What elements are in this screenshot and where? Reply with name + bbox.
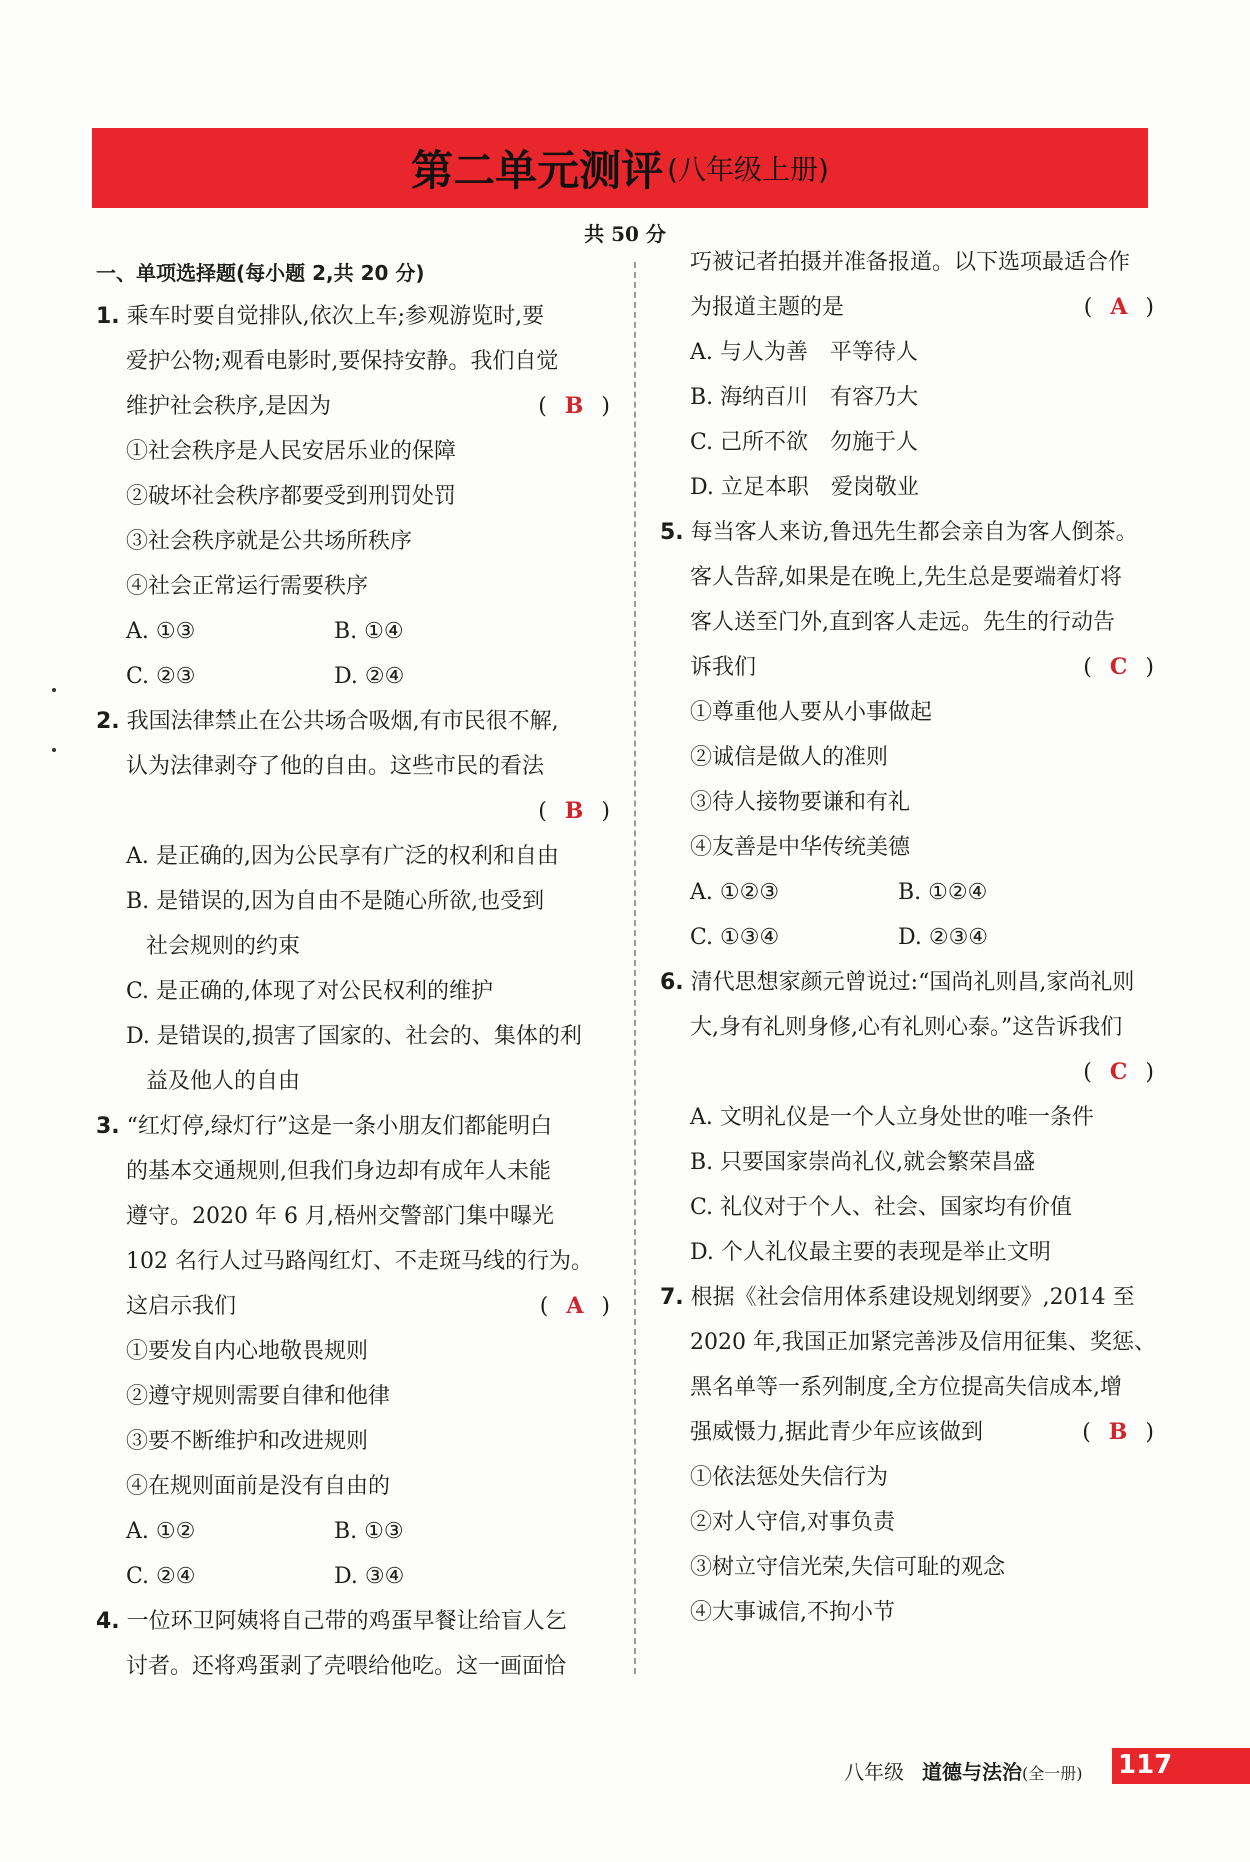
question-text: 诉我们 [690,655,757,680]
question-text: 大,身有礼则身修,心有礼则心泰。”这告诉我们 [690,1015,1123,1040]
option: B. ①③ [334,1519,404,1544]
statement: ③待人接物要谦和有礼 [690,790,911,815]
footer-volume: (全一册) [1022,1764,1083,1783]
right-column [660,240,1160,1635]
answer-letter: B [564,393,584,419]
question-text: 巧被记者拍摄并准备报道。以下选项最适合作 [690,250,1131,275]
answer-bracket: ( A ) [1083,294,1154,320]
question-text: 这启示我们 [126,1294,237,1319]
question-text: 爱护公物;观看电影时,要保持安静。我们自觉 [126,349,559,374]
question-4 [96,1599,616,1689]
option: D. 个人礼仪最主要的表现是举止文明 [690,1240,1051,1265]
option: C. 是正确的,体现了对公民权利的维护 [126,979,494,1004]
stray-dot [52,688,56,692]
answer-bracket: ( B ) [538,393,610,419]
option: B. 是错误的,因为自由不是随心所欲,也受到 [126,889,545,914]
footer-grade: 八年级 [844,1760,904,1784]
question-2 [96,699,616,1104]
left-column [96,258,616,1689]
page-number: 117 [1118,1750,1173,1780]
option: A. ①②③ [690,880,780,905]
statement: ②对人守信,对事负责 [690,1510,895,1535]
unit-title: 第二单元测评 [411,146,664,195]
question-1 [96,294,616,699]
question-text: 维护社会秩序,是因为 [126,394,331,419]
option: A. ①③ [126,619,196,644]
question-7 [660,1275,1160,1635]
option: B. ①②④ [898,880,988,905]
total-score: 共 50 分 [584,222,666,246]
option: B. 海纳百川 有容乃大 [690,385,919,410]
question-text: 遵守。2020 年 6 月,梧州交警部门集中曝光 [126,1204,554,1229]
question-text: 的基本交通规则,但我们身边却有成年人未能 [126,1159,551,1184]
statement: ④大事诚信,不拘小节 [690,1600,895,1625]
option: A. ①② [126,1519,196,1544]
unit-title-banner [92,128,1148,208]
footer-subject: 道德与法治 [922,1760,1022,1784]
statement: ①尊重他人要从小事做起 [690,700,933,725]
question-number: 5. [660,520,684,545]
answer-letter: A [1110,294,1128,320]
statement: ④友善是中华传统美德 [690,835,911,860]
statement: ①依法惩处失信行为 [690,1465,889,1490]
question-text: 为报道主题的是 [690,295,845,320]
page-number-box [1112,1748,1250,1784]
page-footer [844,1756,1083,1785]
question-number: 3. [96,1114,120,1139]
answer-bracket: ( A ) [539,1293,610,1319]
option: C. 己所不欲 勿施于人 [690,430,919,455]
statement: ①社会秩序是人民安居乐业的保障 [126,439,457,464]
answer-letter: B [1108,1419,1128,1445]
question-text: 根据《社会信用体系建设规划纲要》,2014 至 [690,1285,1135,1310]
question-text: 102 名行人过马路闯红灯、不走斑马线的行为。 [126,1249,593,1274]
section-title: 一、单项选择题(每小题 2,共 20 分) [96,261,425,285]
unit-subtitle: (八年级上册) [667,153,829,186]
option: B. 只要国家崇尚礼仪,就会繁荣昌盛 [690,1150,1036,1175]
question-text: “红灯停,绿灯行”这是一条小朋友们都能明白 [126,1114,553,1139]
statement: ④在规则面前是没有自由的 [126,1474,391,1499]
statement: ②遵守规则需要自律和他律 [126,1384,391,1409]
question-text: 一位环卫阿姨将自己带的鸡蛋早餐让给盲人乞 [126,1609,567,1634]
option: D. 是错误的,损害了国家的、社会的、集体的利 [126,1024,582,1049]
statement: ①要发自内心地敬畏规则 [126,1339,369,1364]
question-text: 每当客人来访,鲁迅先生都会亲自为客人倒茶。 [690,520,1138,545]
option: A. 文明礼仪是一个人立身处世的唯一条件 [690,1105,1094,1130]
statement: ④社会正常运行需要秩序 [126,574,369,599]
answer-bracket: ( B ) [538,798,610,824]
statement: ②诚信是做人的准则 [690,745,889,770]
question-6 [660,960,1160,1275]
option: D. ②④ [334,664,405,689]
stray-dot [52,748,56,752]
question-number: 6. [660,970,684,995]
statement: ③要不断维护和改进规则 [126,1429,369,1454]
question-3 [96,1104,616,1599]
option: C. ①③④ [690,925,780,950]
option-continued: 益及他人的自由 [146,1069,301,1094]
answer-bracket: ( C ) [1083,654,1154,680]
option: C. 礼仪对于个人、社会、国家均有价值 [690,1195,1073,1220]
question-text: 客人送至门外,直到客人走远。先生的行动告 [690,610,1115,635]
question-text: 客人告辞,如果是在晚上,先生总是要端着灯将 [690,565,1122,590]
question-text: 认为法律剥夺了他的自由。这些市民的看法 [126,754,545,779]
option: C. ②④ [126,1564,196,1589]
statement: ③社会秩序就是公共场所秩序 [126,529,413,554]
option: D. ③④ [334,1564,405,1589]
question-text: 我国法律禁止在公共场合吸烟,有市民很不解, [126,709,559,734]
answer-letter: C [1109,1059,1128,1085]
question-number: 7. [660,1285,684,1310]
question-4-continued [660,240,1160,510]
question-text: 讨者。还将鸡蛋剥了壳喂给他吃。这一画面恰 [126,1654,567,1679]
statement: ②破坏社会秩序都要受到刑罚处罚 [126,484,457,509]
question-text: 黑名单等一系列制度,全方位提高失信成本,增 [690,1375,1122,1400]
option-continued: 社会规则的约束 [146,934,301,959]
option: D. ②③④ [898,925,989,950]
question-5 [660,510,1160,960]
answer-letter: A [566,1293,584,1319]
option: B. ①④ [334,619,404,644]
answer-bracket: ( C ) [1083,1059,1154,1085]
question-number: 2. [96,709,120,734]
option: A. 与人为善 平等待人 [690,340,918,365]
statement: ③树立守信光荣,失信可耻的观念 [690,1555,1005,1580]
question-number: 1. [96,304,120,329]
answer-letter: C [1109,654,1128,680]
option: D. 立足本职 爱岗敬业 [690,475,919,500]
option: A. 是正确的,因为公民享有广泛的权利和自由 [126,844,559,869]
option: C. ②③ [126,664,196,689]
question-text: 乘车时要自觉排队,依次上车;参观游览时,要 [126,304,545,329]
answer-bracket: ( B ) [1082,1419,1154,1445]
question-number: 4. [96,1609,120,1634]
question-text: 清代思想家颜元曾说过:“国尚礼则昌,家尚礼则 [690,970,1135,995]
question-text: 强威慑力,据此青少年应该做到 [690,1420,983,1445]
column-divider [634,262,636,1674]
answer-letter: B [564,798,584,824]
question-text: 2020 年,我国正加紧完善涉及信用征集、奖惩、 [690,1330,1156,1355]
